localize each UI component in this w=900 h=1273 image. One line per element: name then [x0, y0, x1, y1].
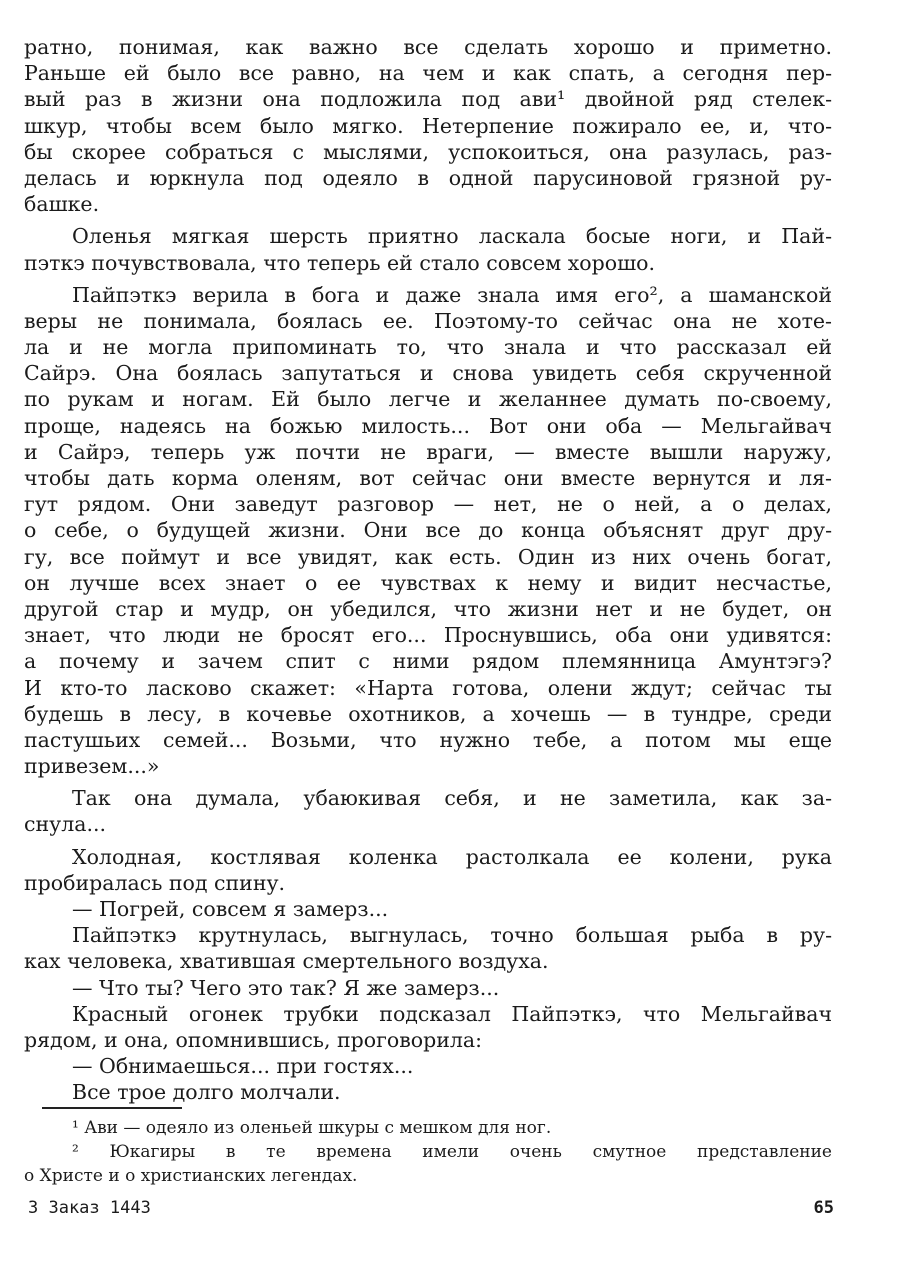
text-line: Раньше ей было все равно, на чем и как спать, а сегодня пер-	[24, 61, 832, 86]
text-line: Пайпэткэ верила в бога и даже знала имя его², а шаманской	[72, 282, 832, 307]
text-line: делась и юркнула под одеяло в одной парусиновой грязной ру-	[24, 165, 832, 190]
text-line: ла и не могла припоминать то, что знала и что рассказал ей	[24, 335, 832, 360]
text-line: и Сайрэ, теперь уж почти не враги, — вместе вышли наружу,	[24, 439, 832, 464]
text-line: — Погрей, совсем я замерз...	[72, 897, 389, 921]
dialogue-line	[24, 1053, 832, 1079]
footnote-1: ¹ Ави — одеяло из оленьей шкуры с мешком для ног.	[72, 1118, 552, 1138]
text-line: — Обнимаешься... при гостях...	[72, 1054, 414, 1079]
page-number: 65	[813, 1198, 834, 1218]
text-line: проще, надеясь на божью милость... Вот они оба — Мельгайвач	[24, 413, 832, 438]
text-line: рядом, и она, опомнившись, проговорила:	[24, 1027, 483, 1052]
text-line: другой стар и мудр, он убедился, что жизни нет и не будет, он	[24, 596, 832, 621]
text-line: Сайрэ. Она боялась запутаться и снова увидеть себя скрученной	[24, 361, 832, 386]
paragraph	[24, 844, 832, 896]
text-line: Красный огонек трубки подсказал Пайпэткэ, что Мельгайвач	[72, 1001, 832, 1026]
dialogue-line	[24, 975, 832, 1001]
text-line: гут рядом. Они заведут разговор — нет, не о ней, а о делах,	[24, 492, 832, 517]
footnote-divider	[42, 1107, 182, 1109]
text-line: ках человека, хватившая смертельного воздуха.	[24, 949, 549, 974]
text-line: а почему и зачем спит с ними рядом племянница Амунтэгэ?	[24, 649, 832, 674]
text-line: гу, все поймут и все увидят, как есть. Один из них очень богат,	[24, 544, 832, 569]
text-line: знает, что люди не бросят его... Проснувшись, оба они удивятся:	[24, 623, 832, 648]
dialogue-line	[24, 896, 832, 922]
text-line: по рукам и ногам. Ей было легче и желаннее думать по-своему,	[24, 387, 832, 412]
text-line: о себе, о будущей жизни. Они все до конца объяснят друг дру-	[24, 518, 832, 543]
text-line: привезем...»	[24, 754, 160, 779]
text-line: Так она думала, убаюкивая себя, и не заметила, как за-	[72, 786, 832, 811]
text-line: шкур, чтобы всем было мягко. Нетерпение пожирало ее, и, что-	[24, 113, 832, 138]
paragraph	[24, 785, 832, 837]
text-line: чтобы дать корма оленям, вот сейчас они вместе вернутся и ля-	[24, 466, 832, 490]
printer-signature: 3 Заказ 1443	[28, 1198, 151, 1218]
text-line: И кто-то ласково скажет: «Нарта готова, олени ждут; сейчас ты	[24, 675, 832, 700]
page-body	[24, 34, 832, 1106]
text-line: он лучше всех знает о ее чувствах к нему и видит несчастье,	[24, 570, 832, 595]
paragraph	[24, 1079, 832, 1105]
text-line: пэткэ почувствовала, что теперь ей стало совсем хорошо.	[24, 250, 655, 275]
text-line: снула...	[24, 812, 106, 837]
text-line: бы скорее собраться с мыслями, успокоиться, она разулась, раз-	[24, 139, 832, 164]
text-line: вый раз в жизни она подложила под ави¹ двойной ряд стелек-	[24, 87, 832, 112]
text-line: Все трое долго молчали.	[72, 1080, 341, 1105]
footnotes	[24, 1116, 832, 1188]
text-line: башке.	[24, 192, 100, 217]
text-line: пробиралась под спину.	[24, 870, 286, 895]
footnote-2-cont: о Христе и о христианских легендах.	[24, 1166, 358, 1186]
text-line: ратно, понимая, как важно все сделать хорошо и приметно.	[24, 35, 832, 59]
paragraph	[24, 1001, 832, 1053]
text-line: пастушьих семей... Возьми, что нужно тебе, а потом мы еще	[24, 727, 832, 752]
text-line: веры не понимала, боялась ее. Поэтому-то сейчас она не хоте-	[24, 308, 832, 333]
paragraph	[24, 282, 832, 780]
paragraph	[24, 34, 832, 217]
text-line: Пайпэткэ крутнулась, выгнулась, точно большая рыба в ру-	[72, 923, 832, 948]
footnote-2: ² Юкагиры в те времена имели очень смутное представление	[72, 1142, 832, 1162]
text-line: будешь в лесу, в кочевье охотников, а хочешь — в тундре, среди	[24, 701, 832, 726]
text-line: Холодная, костлявая коленка растолкала ее колени, рука	[72, 844, 832, 869]
paragraph	[24, 922, 832, 974]
text-line: Оленья мягкая шерсть приятно ласкала босые ноги, и Пай-	[72, 224, 832, 249]
paragraph	[24, 223, 832, 275]
text-line: — Что ты? Чего это так? Я же замерз...	[72, 975, 500, 1000]
